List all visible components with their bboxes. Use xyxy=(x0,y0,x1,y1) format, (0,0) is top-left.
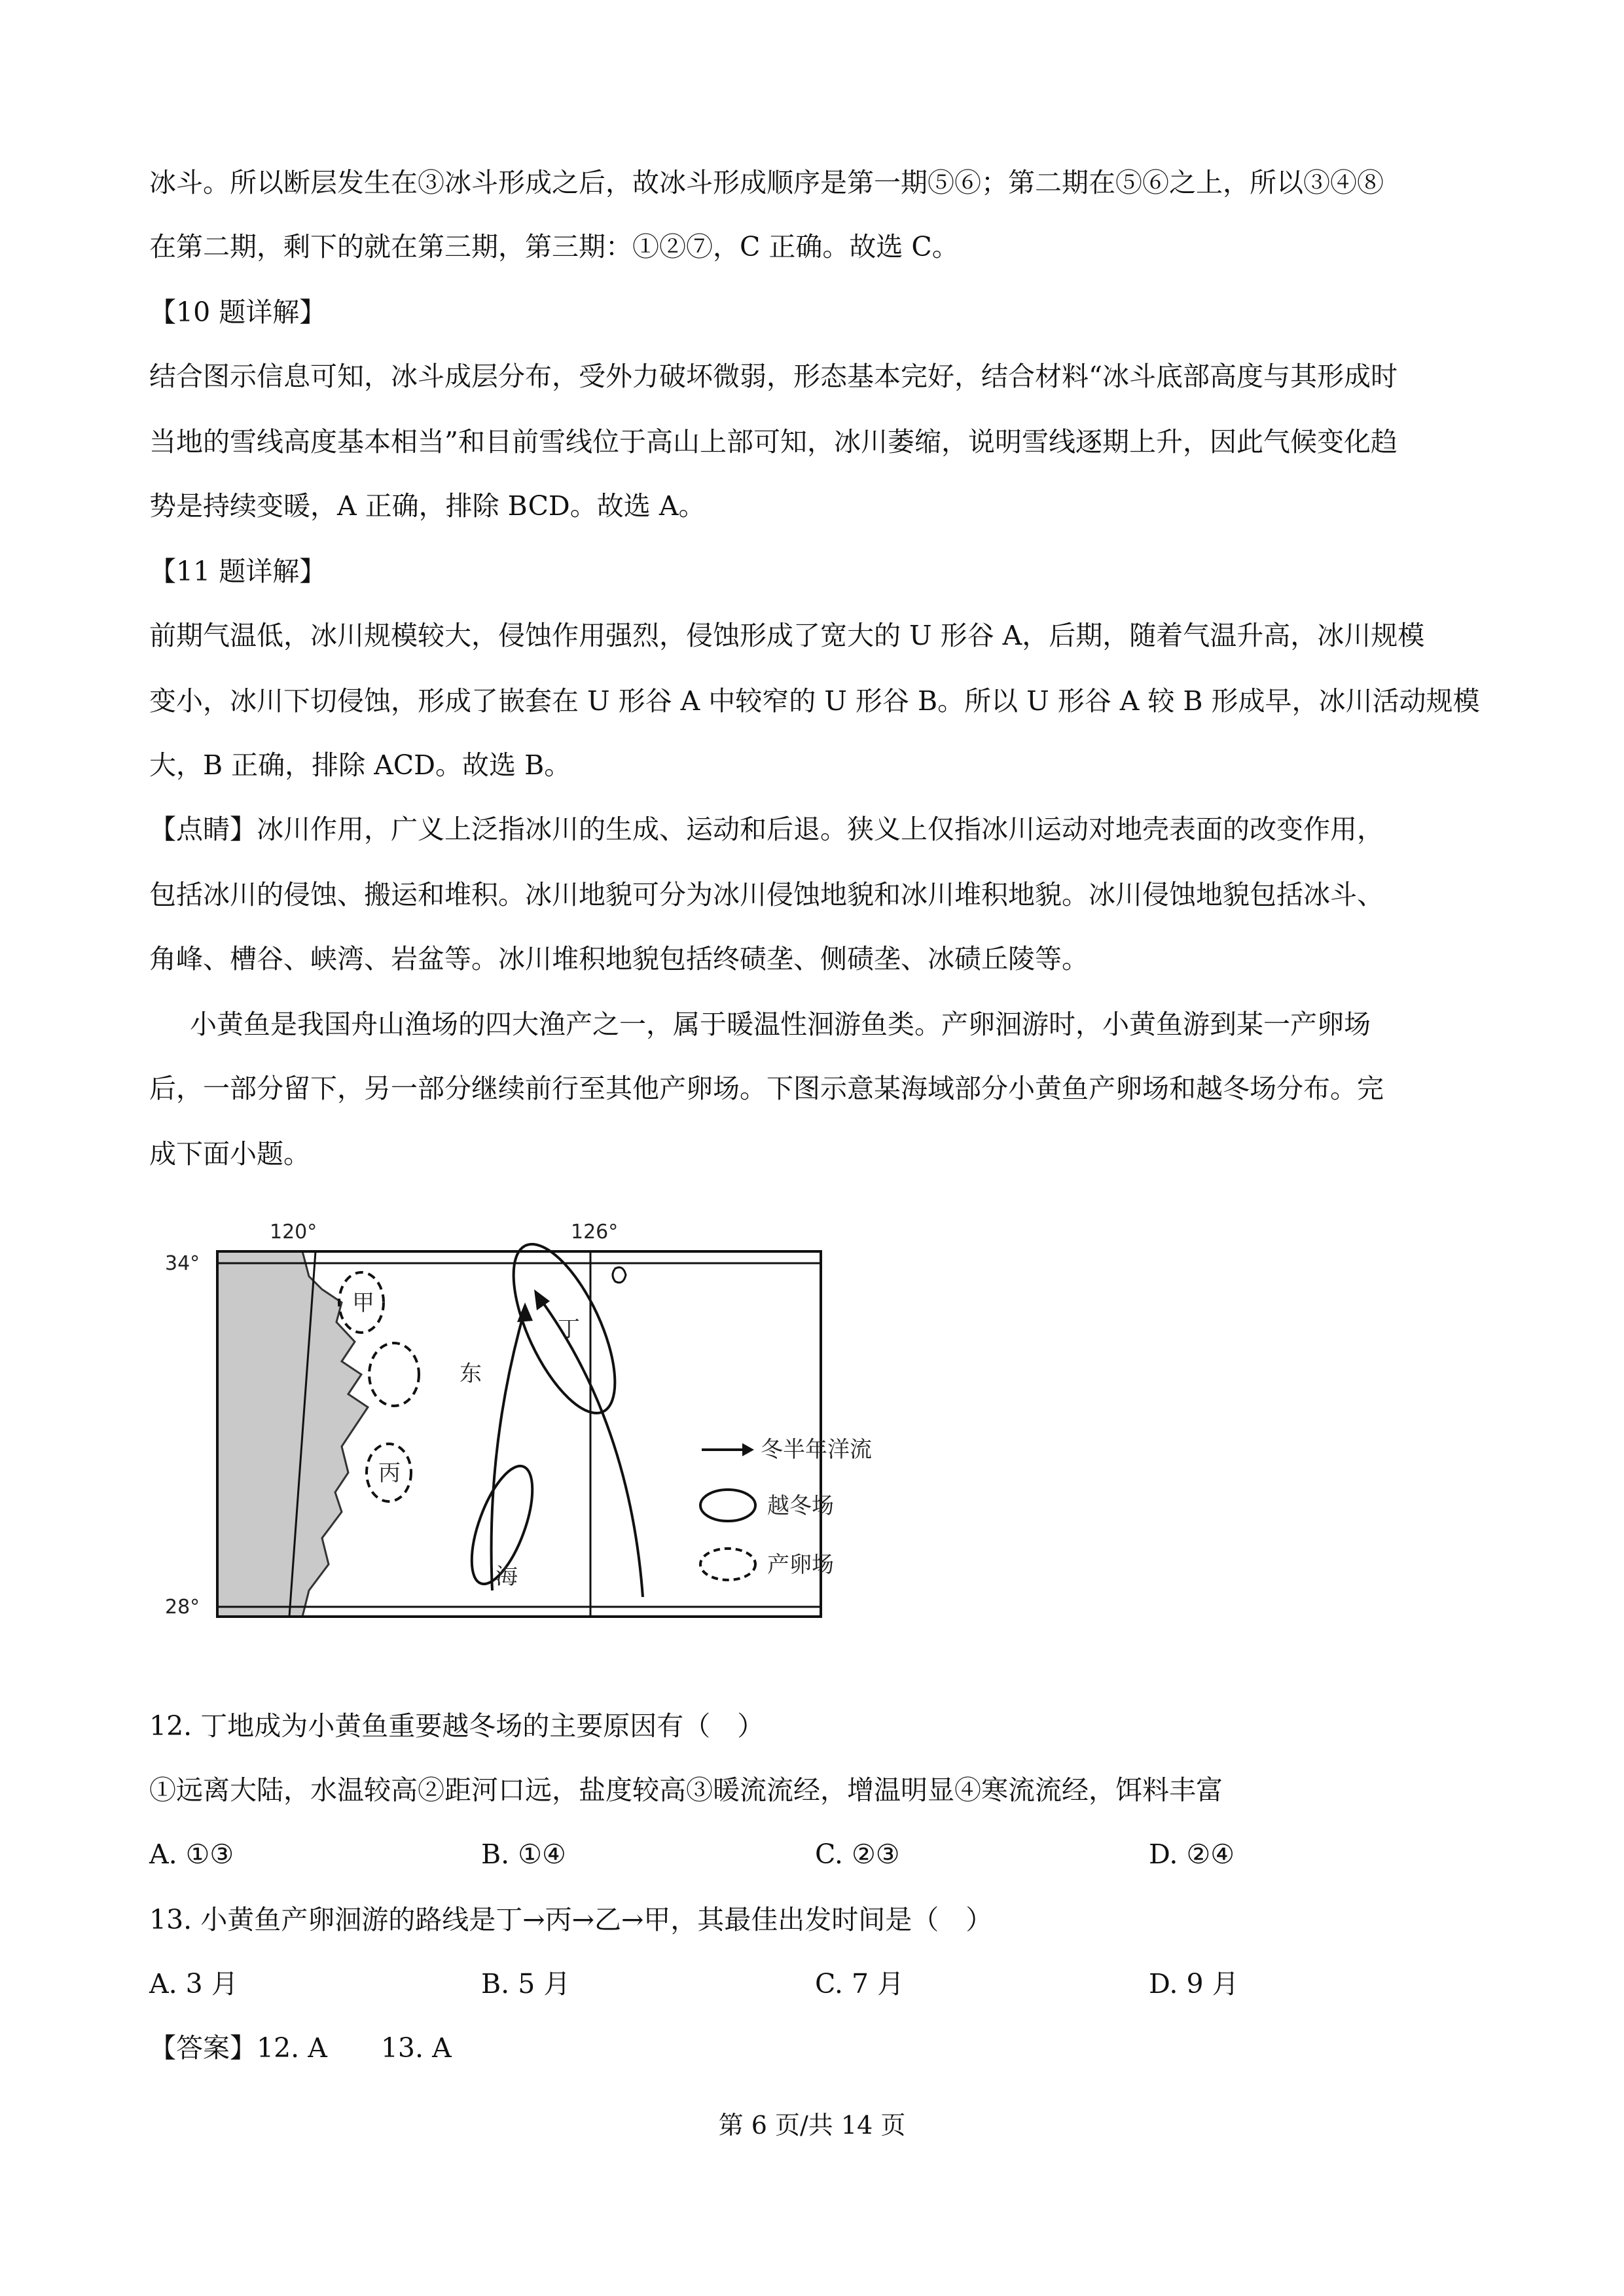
page-footer: 第 6 页/共 14 页 xyxy=(718,2111,906,2140)
paragraph-line: 角峰、槽谷、峡湾、岩盆等。冰川堆积地貌包括终碛垄、侧碛垄、冰碛丘陵等。 xyxy=(149,943,1089,975)
paragraph-line: 【点睛】冰川作用，广义上泛指冰川的生成、运动和后退。狭义上仅指冰川运动对地壳表面的改变作用， xyxy=(149,814,1384,845)
paragraph-line: 大，B 正确，排除 ACD。故选 B。 xyxy=(149,749,571,781)
paragraph-line: 势是持续变暖，A 正确，排除 BCD。故选 A。 xyxy=(149,490,706,522)
place-label-bing: 丙 xyxy=(378,1460,401,1486)
question-13-option-b: B. 5 月 xyxy=(481,1968,571,2000)
question-13-stem: 13. 小黄鱼产卵洄游的路线是丁→丙→乙→甲，其最佳出发时间是（ ） xyxy=(149,1904,993,1935)
section-heading: 【10 题详解】 xyxy=(149,296,327,328)
legend-wintering-symbol xyxy=(700,1490,755,1521)
question-12-statements: ①远离大陆，水温较高②距河口远，盐度较高③暖流流经，增温明显④寒流流经，饵料丰富 xyxy=(149,1774,1223,1806)
legend-arrowhead xyxy=(742,1443,754,1456)
paragraph-line: 结合图示信息可知，冰斗成层分布，受外力破坏微弱，形态基本完好，结合材料“冰斗底部高度与其形成时 xyxy=(149,361,1398,392)
fish-distribution-map xyxy=(145,1198,916,1643)
lat-label-34: 34° xyxy=(165,1252,200,1275)
legend-spawning-label: 产卵场 xyxy=(767,1552,834,1578)
place-label-dong: 东 xyxy=(460,1361,482,1387)
paragraph-line: 包括冰川的侵蚀、搬运和堆积。冰川地貌可分为冰川侵蚀地貌和冰川堆积地貌。冰川侵蚀地貌包括冰斗、 xyxy=(149,879,1384,910)
question-13-option-d: D. 9 月 xyxy=(1149,1968,1239,2000)
place-label-ding: 丁 xyxy=(558,1316,580,1342)
paragraph-line: 小黄鱼是我国舟山渔场的四大渔产之一，属于暖温性洄游鱼类。产卵洄游时，小黄鱼游到某一产卵场 xyxy=(190,1009,1371,1040)
legend-current-label: 冬半年洋流 xyxy=(761,1437,872,1463)
section-heading: 【11 题详解】 xyxy=(149,556,327,587)
legend-wintering-label: 越冬场 xyxy=(767,1493,834,1519)
paragraph-line: 在第二期，剩下的就在第三期，第三期：①②⑦，C 正确。故选 C。 xyxy=(149,231,959,262)
legend-spawning-symbol xyxy=(700,1549,755,1580)
lon-label-120: 120° xyxy=(270,1221,317,1244)
question-12-option-b: B. ①④ xyxy=(481,1839,566,1870)
question-12-option-d: D. ②④ xyxy=(1149,1839,1235,1870)
question-13-option-a: A. 3 月 xyxy=(149,1968,238,2000)
paragraph-line: 变小，冰川下切侵蚀，形成了嵌套在 U 形谷 A 中较窄的 U 形谷 B。所以 U 形谷 A 较 B 形成早，冰川活动规模 xyxy=(149,685,1480,717)
lon-label-126: 126° xyxy=(571,1221,619,1244)
question-12-option-c: C. ②③ xyxy=(815,1839,900,1870)
island xyxy=(613,1267,626,1282)
question-12-stem: 12. 丁地成为小黄鱼重要越冬场的主要原因有（ ） xyxy=(149,1710,765,1742)
lat-label-28: 28° xyxy=(165,1596,200,1619)
paragraph-line: 当地的雪线高度基本相当”和目前雪线位于高山上部可知，冰川萎缩，说明雪线逐期上升，因此气候变化趋 xyxy=(149,426,1398,457)
paragraph-line: 成下面小题。 xyxy=(149,1138,310,1170)
place-label-hai: 海 xyxy=(496,1564,518,1590)
answer-line: 【答案】12. A 13. A xyxy=(149,2032,452,2064)
spawning-ground-yi xyxy=(369,1343,419,1406)
place-label-jia: 甲 xyxy=(352,1290,374,1316)
paragraph-line: 后，一部分留下，另一部分继续前行至其他产卵场。下图示意某海域部分小黄鱼产卵场和越冬场分布。完 xyxy=(149,1073,1384,1104)
paragraph-line: 前期气温低，冰川规模较大，侵蚀作用强烈，侵蚀形成了宽大的 U 形谷 A，后期，随着气温升高，冰川规模 xyxy=(149,620,1425,651)
paragraph-line: 冰斗。所以断层发生在③冰斗形成之后，故冰斗形成顺序是第一期⑤⑥；第二期在⑤⑥之上，所以③④⑧ xyxy=(149,167,1384,198)
question-12-option-a: A. ①③ xyxy=(149,1839,234,1870)
question-13-option-c: C. 7 月 xyxy=(815,1968,905,2000)
ocean-current xyxy=(492,1309,525,1590)
